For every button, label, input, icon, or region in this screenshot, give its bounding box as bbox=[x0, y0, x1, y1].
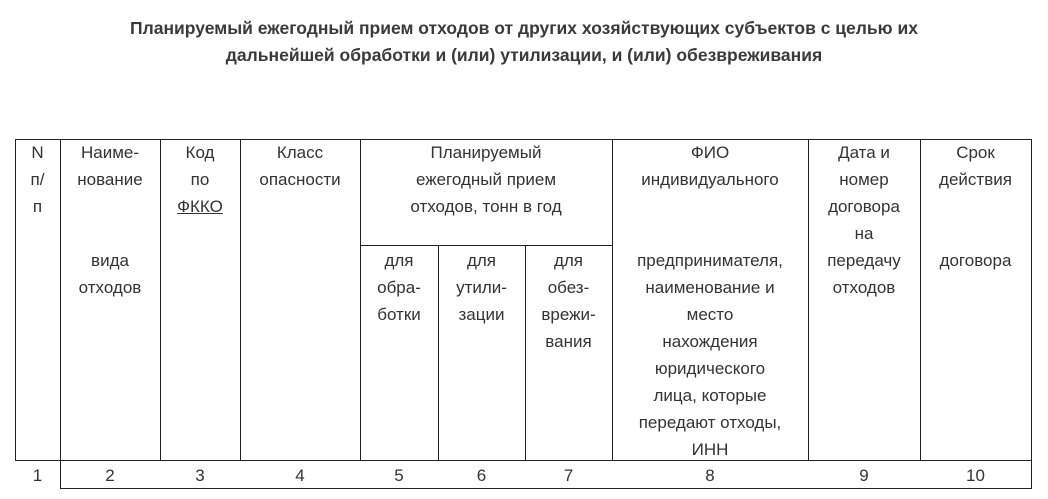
header-supplier-name-lower: предпринимателя, наименование и место нахождения юридического лица, которые передают отходы, ИНН bbox=[637, 251, 783, 459]
header-contract-date-number: Дата и номер договора на передачу отходов bbox=[827, 143, 901, 297]
title-line-1: Планируемый ежегодный прием отходов от других хозяйствующих субъектов с целью их bbox=[130, 18, 918, 38]
title-line-2: дальнейшей обработки и (или) утилизации, и (или) обезвреживания bbox=[225, 45, 823, 65]
header-waste-name-lower: вида отходов bbox=[78, 251, 142, 297]
group-divider-line bbox=[360, 245, 612, 246]
header-for-processing: для обра- ботки bbox=[377, 251, 421, 324]
column-number-6: 6 bbox=[476, 466, 487, 485]
column-number-4: 4 bbox=[295, 466, 305, 485]
column-number-8: 8 bbox=[705, 466, 715, 485]
header-supplier-name: ФИО индивидуального bbox=[641, 143, 779, 189]
header-fkko-code: Код по ФККО bbox=[160, 139, 240, 220]
column-number-10: 10 bbox=[966, 466, 985, 485]
header-hazard-class: Класс опасности bbox=[259, 143, 341, 189]
document-title bbox=[0, 15, 1048, 69]
header-contract-term-lower: договора bbox=[939, 251, 1012, 270]
column-number-7: 7 bbox=[563, 466, 574, 485]
header-contract-term: Срок действия bbox=[939, 143, 1012, 189]
column-number-1: 1 bbox=[32, 466, 43, 485]
column-number-2: 2 bbox=[105, 466, 115, 485]
header-row-number: N п/ п bbox=[30, 143, 45, 216]
waste-reception-table bbox=[15, 139, 1032, 485]
header-planned-reception-group: Планируемый ежегодный прием отходов, тонн в год bbox=[410, 143, 562, 216]
column-number-9: 9 bbox=[859, 466, 869, 485]
header-for-neutralization: для обез- врежи- вания bbox=[541, 251, 596, 351]
column-number-5: 5 bbox=[394, 466, 404, 485]
header-waste-name: Наиме- нование bbox=[77, 143, 143, 189]
fkko-link[interactable]: ФККО bbox=[177, 197, 223, 216]
header-for-utilization: для утили- зации bbox=[456, 251, 507, 324]
column-number-3: 3 bbox=[195, 466, 205, 485]
col-border-10 bbox=[1031, 139, 1032, 489]
